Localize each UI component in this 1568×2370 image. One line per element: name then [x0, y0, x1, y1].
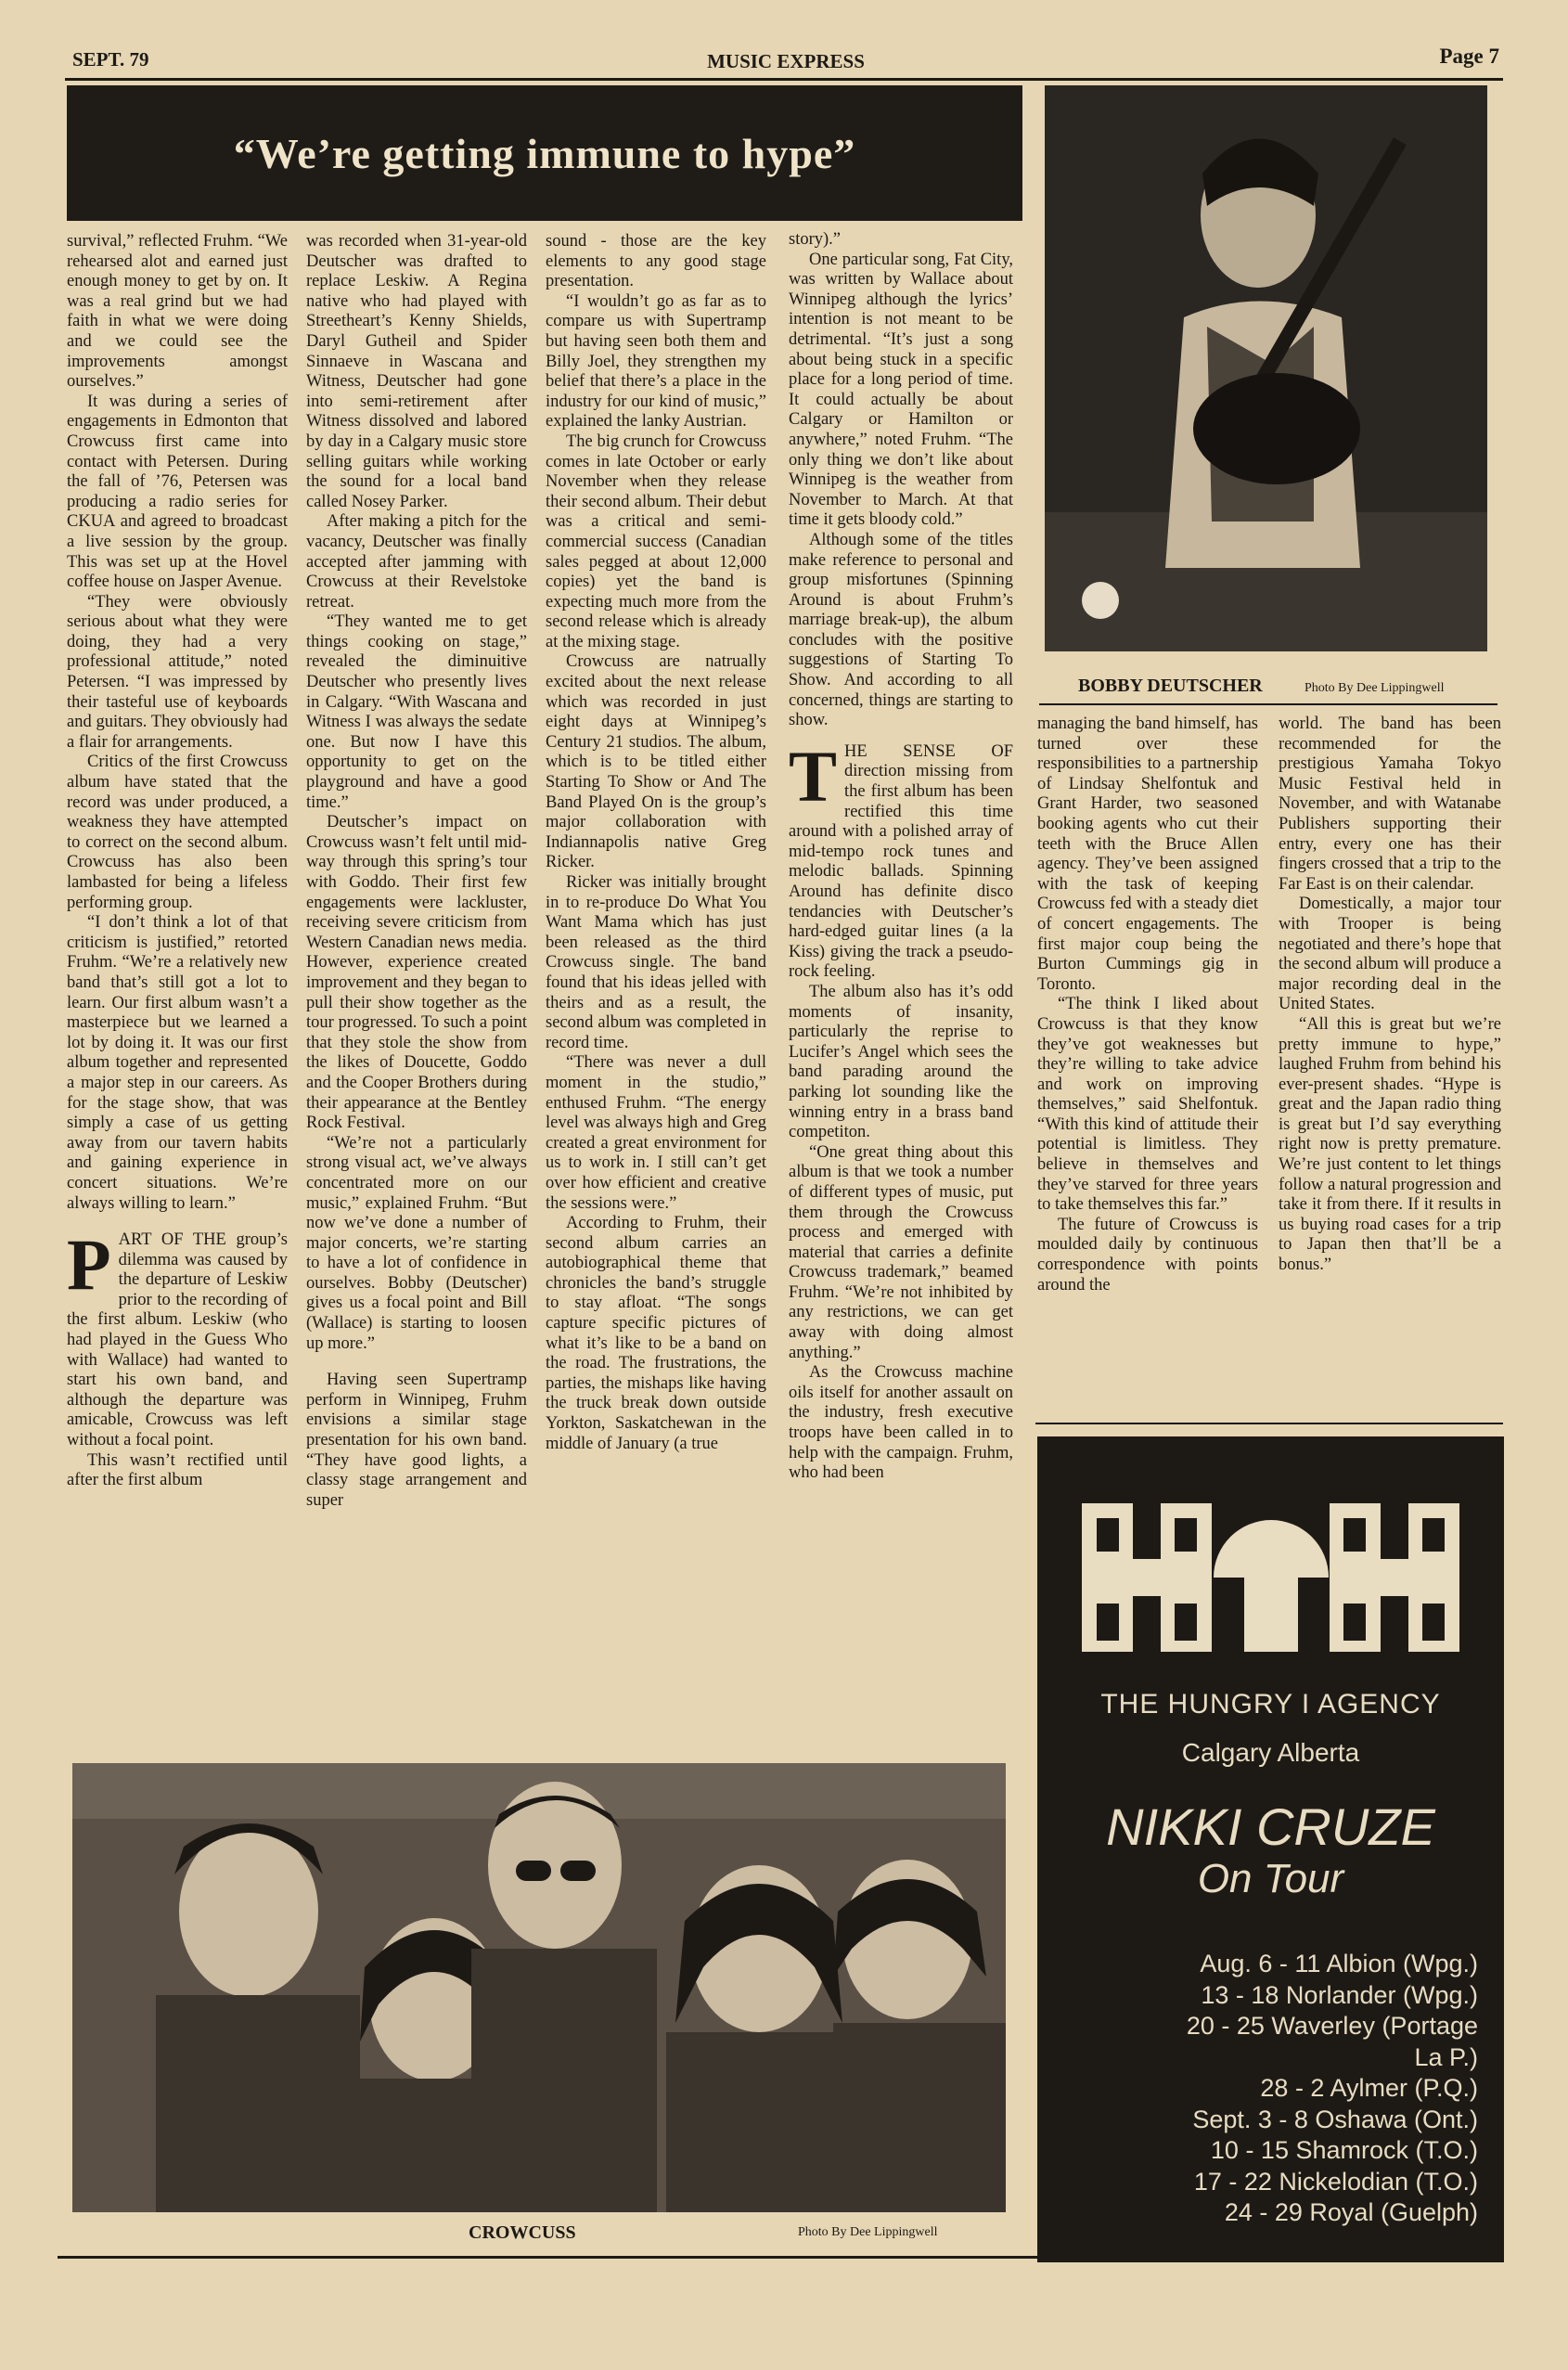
tour-dates [1070, 1949, 1478, 2229]
page-number: Page 7 [1439, 45, 1499, 68]
paragraph: “We’re not a particularly strong visual act, we’ve always concentrated more on our music,” explained Fruhm. “But now we’ve done a number of major concerts, we’re starting to have a lot of confidence in ourselves. Bobby (Deutscher) gives us a focal point and Bill (Wallace) is starting to loosen up more.” [306, 1133, 527, 1353]
paragraph: Domestically, a major tour with Trooper is being negotiated and there’s hope that the second album will produce a major recording deal in the United States. [1279, 895, 1501, 1014]
paragraph: “The think I liked about Crowcuss is that they know they’ve got weaknesses but they’re willing to take advice and work on improving themselves,” said Shelfontuk. “With this kind of attitude their potential is limitless. They believe in themselves and they’ve starved for three years to take themselves this far.” [1037, 995, 1258, 1215]
band-group-illustration [72, 1763, 1006, 2212]
paragraph: was recorded when 31-year-old Deutscher was drafted to replace Leskiw. A Regina native who had played with Streetheart’s Kenny Shields, Daryl Gutheil and Spider Sinnaeve in Wascana and Witness, Deutscher had gone into semi-retirement after Witness dissolved and labored by day in a Calgary music store selling guitars while working the sound for a local band called Nosey Parker. [306, 232, 527, 511]
paragraph: survival,” reflected Fruhm. “We rehearsed alot and earned just enough money to get by on. It was a real grind but we had faith in what we were doing and we could see the improvements amongst ourselves.” [67, 232, 288, 392]
paragraph: “I wouldn’t go as far as to compare us with Supertramp but having seen both them and Billy Joel, they strengthen my belief that there’s a place in the industry for our kind of music,” explained the lanky Austrian. [546, 291, 766, 431]
tour-date: 24 - 29 Royal (Guelph) [1224, 2198, 1478, 2226]
paragraph: Critics of the first Crowcuss album have stated that the record was under produced, a weakness they have attempted to correct on the second album. Crowcuss has also been lambasted for being a lifeless performing group. [67, 753, 288, 912]
paragraph: The album also has it’s odd moments of insanity, particularly the reprise to Lucifer’s Angel which sees the band parading around the parking lot sounding like the winning entry in a brass band competiton. [789, 982, 1013, 1142]
agency-city: Calgary Alberta [1181, 1738, 1360, 1767]
paragraph-text: ART OF THE group’s dilemma was caused by the departure of Leskiw prior to the recording of the first album. Leskiw (who had played in the Guess Who with Wallace) had wanted to start his own band, and although the departure was amicable, Crowcuss was left without a focal point. [67, 1230, 288, 1450]
article-column-3 [546, 232, 766, 1754]
paragraph [789, 735, 1013, 983]
paragraph: After making a pitch for the vacancy, Deutscher was finally accepted after jamming with Crowcuss at their Revelstoke retreat. [306, 512, 527, 612]
paragraph: “All this is great but we’re pretty immune to hype,” laughed Fruhm from behind his ever-present shades. “Hype is great and the Japan radio thing is great but I’d say everything right now is pretty premature. We’re just content to let things follow a natural progression and take it from there. If it results in us buying road cases for a trip to Japan then that’ll be a bonus.” [1279, 1014, 1501, 1275]
headline: “We’re getting immune to hype” [67, 85, 1022, 221]
paragraph: Crowcuss are natrually excited about the next release which was recorded in just eight days at Winnipeg’s Century 21 studios. The album, which is to be titled either Starting To Show or And The Band Played On is the group’s major collaboration with Indiannapolis native Greg Ricker. [546, 652, 766, 872]
article-column-5 [1037, 715, 1258, 1420]
drop-cap: T [789, 735, 838, 817]
photo-crowcuss-band [72, 1763, 1006, 2212]
footer-rule [58, 2256, 1039, 2259]
paragraph: “There was never a dull moment in the studio,” enthused Fruhm. “The energy level was always high and Greg created a great environment for us to work in. I still can’t get over how efficient and creative the sessions were.” [546, 1053, 766, 1213]
tour-date: 13 - 18 Norlander (Wpg.) [1201, 1980, 1478, 2009]
drop-cap: P [67, 1224, 111, 1306]
advertisement-hungry-i-agency [1037, 1436, 1504, 2262]
paragraph: Ricker was initially brought in to re-produce Do What You Want Mama which has just been released as the third Crowcuss single. The band found that his ideas jelled with theirs and as a result, the second album was completed in record time. [546, 873, 766, 1052]
tour-date: Sept. 3 - 8 Oshawa (Ont.) [1192, 2105, 1478, 2133]
hungry-i-logo-icon [1074, 1466, 1467, 1670]
paragraph: Deutscher’s impact on Crowcuss wasn’t felt until mid-way through this spring’s tour with Goddo. Their first few engagements were lackluster, receiving severe criticism from Western Canadian news media. However, experience created improvement and they began to pull their show together as the tour progressed. To such a point that they stole the show from the likes of Doucette, Goddo and the Cooper Brothers during their appearance at the Bentley Rock Festival. [306, 813, 527, 1133]
paragraph: Although some of the titles make reference to personal and group misfortunes (Spinning Around is about Fruhm’s marriage break-up), the album concludes with the positive suggestions of Starting To Show. And according to all concerned, things are starting to show. [789, 530, 1013, 730]
paragraph: “I don’t think a lot of that criticism is justified,” retorted Fruhm. “We’re a relatively new band that’s still got a lot to learn. Our first album wasn’t a masterpiece but we learned a lot by doing it. It was our first album together and represented a major step in our careers. As for the stage show, that was simply a case of us getting away from our tavern habits and gaining experience in concert situations. We’re always willing to learn.” [67, 913, 288, 1213]
artist-name: NIKKI CRUZE [1106, 1797, 1435, 1856]
paragraph: sound - those are the key elements to any good stage presentation. [546, 232, 766, 291]
publication-name: MUSIC EXPRESS [707, 50, 865, 72]
photo-credit-bottom: Photo By Dee Lippingwell [798, 2225, 938, 2239]
agency-name: THE HUNGRY I AGENCY [1100, 1689, 1441, 1720]
article-column-4 [789, 230, 1013, 1752]
paragraph: story).” [789, 230, 841, 249]
tour-date: La P.) [1414, 2042, 1478, 2071]
masthead [72, 45, 1499, 80]
paragraph: “They wanted me to get things cooking on stage,” revealed the diminuitive Deutscher who presently lives in Calgary. “With Wascana and Witness I was always the sedate one. But now I have this opportunity to get on the playground and have a good time.” [306, 612, 527, 812]
paragraph: This wasn’t rectified until after the first album [67, 1450, 288, 1490]
paragraph: According to Fruhm, their second album carries an autobiographical theme that chronicles the band’s struggle to stay afloat. “The songs capture specific pictures of what it’s like to be a band on the road. The frustrations, the parties, the mishaps like having the truck break down outside Yorkton, Saskatchewan in the middle of January (a true [546, 1214, 766, 1453]
photo-credit-top: Photo By Dee Lippingwell [1305, 681, 1445, 695]
tour-date: 20 - 25 Waverley (Portage [1186, 2012, 1478, 2040]
paragraph: As the Crowcuss machine oils itself for another assault on the industry, fresh executive troops have been called in to help with the campaign. Fruhm, who had been [789, 1363, 1013, 1483]
paragraph: One particular song, Fat City, was written by Wallace about Winnipeg although the lyrics’ intention is not meant to be detrimental. “It’s just a song about being stuck in a specific place for a long period of time. It could actually be about Calgary or Hamilton or anywhere,” noted Fruhm. “The only thing we don’t like about Winnipeg is the weather from November to March. At that time it gets bloody cold.” [789, 250, 1013, 530]
article-column-6 [1279, 715, 1501, 1420]
article-column-1 [67, 232, 288, 1754]
masthead-rule [65, 78, 1503, 81]
caption-rule-top [1039, 703, 1497, 705]
guitarist-illustration [1045, 85, 1487, 651]
tour-label: On Tour [1197, 1856, 1344, 1901]
tour-date: 17 - 22 Nickelodian (T.O.) [1193, 2167, 1478, 2196]
paragraph: It was during a series of engagements in Edmonton that Crowcuss first came into contact with Petersen. During the fall of ’76, Petersen was producing a radio series for CKUA and agreed to broadcast a live session by the group. This was set up at the Hovel coffee house on Jasper Avenue. [67, 392, 288, 592]
photo-caption-top: BOBBY DEUTSCHER [1078, 676, 1263, 696]
tour-date: 28 - 2 Aylmer (P.Q.) [1260, 2074, 1478, 2102]
paragraph: world. The band has been recommended for the prestigious Yamaha Tokyo Music Festival held in November, and with Watanabe Publishers supporting their entry, every one has their fingers crossed that a trip to the Far East is on their calendar. [1279, 715, 1501, 894]
tour-date: 10 - 15 Shamrock (T.O.) [1210, 2136, 1478, 2164]
ad-top-rule [1035, 1423, 1503, 1424]
photo-caption-bottom: CROWCUSS [469, 2222, 576, 2243]
tour-date: Aug. 6 - 11 Albion (Wpg.) [1200, 1950, 1478, 1977]
issue-date: SEPT. 79 [72, 48, 149, 71]
paragraph: managing the band himself, has turned over these responsibilities to a partnership of Lindsay Shelfontuk and Grant Harder, two seasoned booking agents who cut their teeth with the Bruce Allen agency. They’ve been assigned with the task of keeping Crowcuss fed with a steady diet of concert engagements. The first major coup being the Burton Cummings gig in Toronto. [1037, 715, 1258, 994]
photo-bobby-deutscher [1045, 85, 1487, 651]
paragraph [67, 1224, 288, 1451]
paragraph: “They were obviously serious about what they were doing, they had a very professional attitude,” noted Petersen. “I was impressed by their tasteful use of keyboards and guitars. They obviously had a flair for arrangements. [67, 592, 288, 752]
paragraph-text: HE SENSE OF direction missing from the first album has been rectified this time around with a polished array of mid-tempo rock tunes and melodic ballads. Spinning Around has definite disco tendancies with Deutscher’s hard-edged guitar lines (a la Kiss) giving the track a pseudo-rock feeling. [789, 741, 1013, 982]
paragraph: The future of Crowcuss is moulded daily by continuous correspondence with points around the [1037, 1215, 1258, 1294]
paragraph: “One great thing about this album is that we took a number of different types of music, put them through the Crowcuss process and emerged with material that carries a definite Crowcuss trademark,” beamed Fruhm. “We’re not inhibited by any restrictions, we can get away with doing almost anything.” [789, 1142, 1013, 1362]
paragraph: Having seen Supertramp perform in Winnipeg, Fruhm envisions a similar stage presentation for his own band. “They have good lights, a classy stage arrangement and super [306, 1371, 527, 1510]
paragraph: The big crunch for Crowcuss comes in late October or early November when they release their second album. Their debut was a critical and semi-commercial success (Canadian sales pegged at about 12,000 copies) yet the band is expecting much more from the second release which is already at the mixing stage. [546, 431, 766, 651]
article-column-2 [306, 232, 527, 1754]
